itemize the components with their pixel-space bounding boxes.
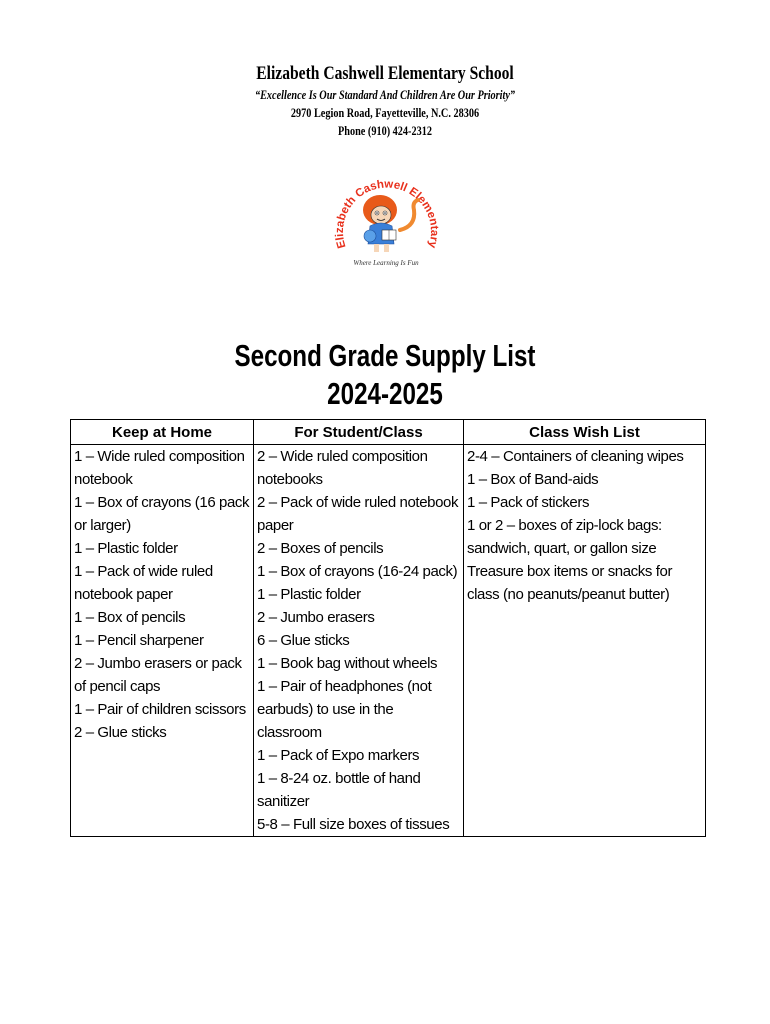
list-item: 1 – Box of pencils [74,609,186,626]
list-item: 1 – Plastic folder [257,586,361,603]
list-item: 1 – Pack of wide ruled notebook paper [74,563,213,603]
keep-at-home-cell [71,445,254,837]
school-logo-image [330,160,442,272]
list-item: 1 – Book bag without wheels [257,655,438,672]
list-item: 2-4 – Containers of cleaning wipes [467,448,684,465]
list-item: 2 – Boxes of pencils [257,540,384,557]
class-wish-list-cell [464,445,706,837]
school-address: 2970 Legion Road, Fayetteville, N.C. 28306 [290,106,480,120]
logo-arc-text: Elizabeth Cashwell Elementary [333,178,441,250]
list-item: 1 – Pack of Expo markers [257,747,420,764]
list-item: 6 – Glue sticks [257,632,350,649]
school-header [0,62,770,140]
school-motto: “Excellence Is Our Standard And Children Are Our Priority” [254,88,516,102]
list-item: 1 or 2 – boxes of zip-lock bags: sandwich, quart, or gallon size [467,517,662,557]
class-wish-list [467,445,702,606]
logo-tail [400,200,418,230]
list-item: 1 – Box of crayons (16 pack or larger) [74,494,250,534]
table-row [71,445,706,837]
list-item: 2 – Pack of wide ruled notebook paper [257,494,459,534]
school-year: 2024-2025 [327,376,443,411]
logo-tagline: Where Learning Is Fun [353,259,419,267]
list-item: 2 – Wide ruled composition notebooks [257,448,428,488]
list-item: 1 – Box of crayons (16-24 pack) [257,563,458,580]
header-class-wish-list: Class Wish List [464,420,706,445]
list-item: 1 – Pack of stickers [467,494,590,511]
list-item: 1 – Box of Band-aids [467,471,599,488]
keep-at-home-list [74,445,250,744]
supply-table [70,419,706,837]
page-title: Second Grade Supply List [234,338,536,373]
for-student-class-list [257,445,460,836]
list-item: 1 – Plastic folder [74,540,178,557]
school-phone: Phone (910) 424-2312 [338,124,432,138]
logo-globe [364,230,376,242]
header-keep-at-home: Keep at Home [71,420,254,445]
list-item: 1 – Pair of headphones (not earbuds) to use in the classroom [257,678,432,741]
list-item: 1 – Pencil sharpener [74,632,204,649]
school-name: Elizabeth Cashwell Elementary School [256,63,514,84]
list-item: 5-8 – Full size boxes of tissues [257,816,450,833]
logo-face [371,206,391,224]
list-item: 1 – 8-24 oz. bottle of hand sanitizer [257,770,421,810]
list-item: 2 – Glue sticks [74,724,167,741]
school-logo [330,160,442,272]
list-item: 2 – Jumbo erasers or pack of pencil caps [74,655,242,695]
page-title-block [0,337,770,413]
list-item: 2 – Jumbo erasers [257,609,375,626]
for-student-class-cell [254,445,464,837]
header-for-student-class: For Student/Class [254,420,464,445]
list-item: 1 – Pair of children scissors [74,701,246,718]
list-item: 1 – Wide ruled composition notebook [74,448,245,488]
table-header-row [71,420,706,445]
list-item: Treasure box items or snacks for class (no peanuts/peanut butter) [467,563,673,603]
